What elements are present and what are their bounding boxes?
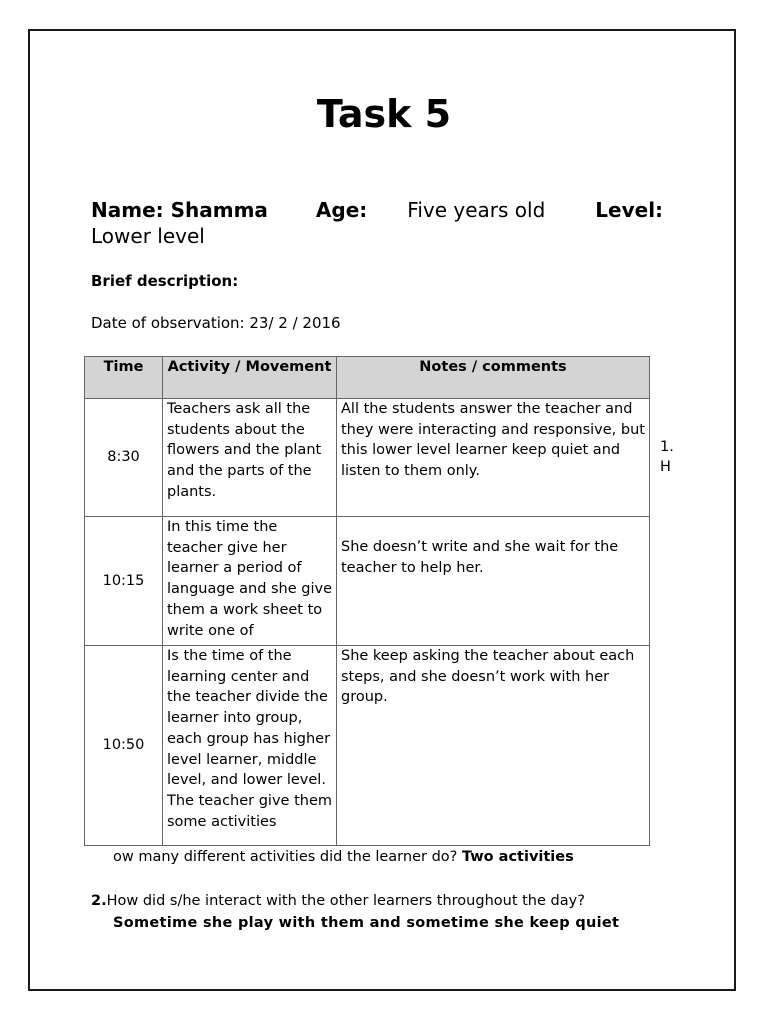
side-number: 1. (660, 439, 674, 455)
row-notes-text: She keep asking the teacher about each steps, and she doesn’t work with her group. (341, 648, 635, 706)
table-row (85, 399, 650, 517)
side-letter: H (660, 459, 671, 475)
row-notes (337, 399, 650, 517)
question-2 (91, 890, 619, 934)
header-notes: Notes / comments (337, 357, 650, 399)
observation-table (84, 356, 650, 846)
learner-info (91, 197, 681, 249)
brief-description-label: Brief description: (91, 272, 239, 290)
row-activity-text: Is the time of the learning center and the teacher divide the learner into group, each group has higher level learner, middle level, and lower level. The teacher give them some activities (167, 648, 332, 830)
header-activity: Activity / Movement (163, 357, 337, 399)
name-label: Name: Shamma (91, 198, 268, 222)
row-activity (163, 517, 337, 646)
row-activity-text: In this time the teacher give her learner a period of language and she give them a work sheet to write one of (167, 519, 332, 639)
header-time: Time (85, 357, 163, 399)
row-time: 10:50 (85, 646, 163, 846)
side-question-number (660, 437, 674, 477)
row-time: 10:15 (85, 517, 163, 646)
question-1 (113, 849, 574, 865)
row-activity (163, 646, 337, 846)
question-2-number: 2. (91, 893, 107, 909)
row-notes (337, 517, 650, 646)
row-activity (163, 399, 337, 517)
row-time: 8:30 (85, 399, 163, 517)
level-label: Level: (595, 198, 664, 222)
row-activity-text: Teachers ask all the students about the flowers and the plant and the parts of the plants. (167, 401, 322, 500)
age-label: Age: (315, 198, 368, 222)
question-1-answer: Two activities (461, 849, 574, 865)
row-notes-text: All the students answer the teacher and they were interacting and responsive, but this lower level learner keep quiet and listen to them only. (341, 401, 645, 480)
table-header-row (85, 357, 650, 399)
date-of-observation: Date of observation: 23/ 2 / 2016 (91, 314, 341, 332)
row-notes-text: She doesn’t write and she wait for the teacher to help her. (341, 539, 619, 576)
level-value: Lower level (91, 224, 205, 248)
question-2-text: How did s/he interact with the other learners throughout the day? (106, 893, 585, 909)
table-row (85, 646, 650, 846)
table-row (85, 517, 650, 646)
age-value: Five years old (407, 198, 546, 222)
page-title: Task 5 (316, 92, 452, 136)
row-notes (337, 646, 650, 846)
question-2-answer: Sometime she play with them and sometime she keep quiet (113, 915, 620, 931)
question-1-text: ow many different activities did the learner do? (113, 849, 462, 865)
